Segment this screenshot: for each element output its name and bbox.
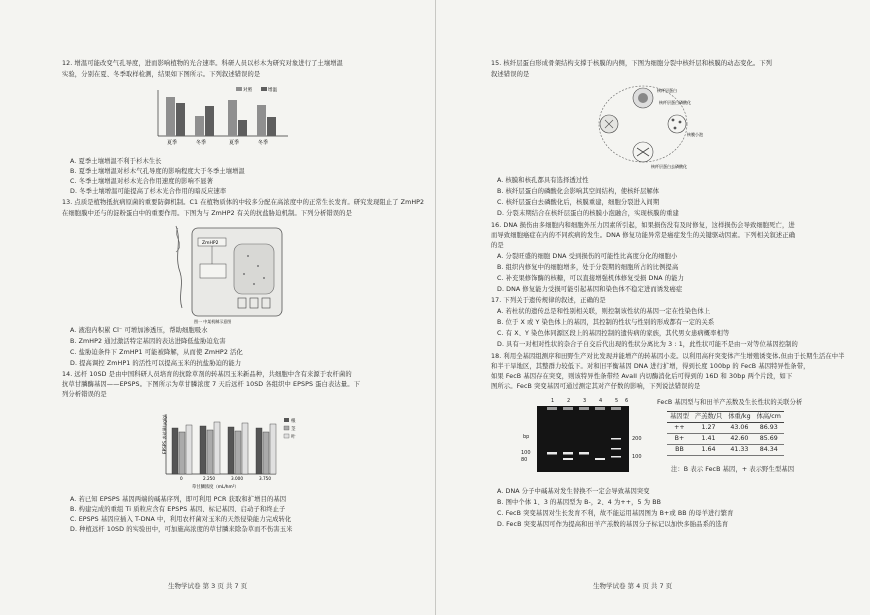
q15-option-d: D. 分裂末期结合在核纤层蛋白的核膜小泡融合，实现核膜的重建 [497,210,679,217]
q14-cat-3: 3.000 [231,476,243,481]
q12-legend-2: 增温 [268,88,277,93]
q15-option-b: B. 核纤层蛋白的磷酸化会影响其空间结构，使核纤层解体 [497,188,660,195]
q18-option-a: A. DNA 分子中碱基对发生替换不一定会导致基因突变 [497,488,650,495]
q12-option-c: C. 冬季土壤增温对杉木光合作用速度的影响不显著 [70,178,214,185]
q14-option-c: C. EPSPS 基因应插入 T-DNA 中，利用农杆菌对玉米的天然侵染能力完成转化 [70,516,292,523]
q15-cycle-diagram [585,80,710,170]
table-cell: 42.60 [725,434,753,445]
q16-option-d: D. DNA 修复能力受损可能引起基因和染色体不稳定进而诱发癌症 [497,286,683,293]
q15-label-dephospho: 核纤层蛋白去磷酸化 [651,164,687,169]
left-page-footer: 生物学试卷 第 3 页 共 7 页 [168,582,248,590]
gel-lane-5: 5 [615,398,619,404]
q14-legend-2: 茎 [291,427,296,432]
table-cell: B+ [667,434,692,445]
q18-stem-line-3: 如果 FecB 基因存在突变，则该特异性条带经 AvaII 内切酶消化后可得到的 16D 和 30bp 两个片段，如下 [491,373,793,380]
table-cell: ++ [667,423,692,434]
q14-option-d: D. 种植远杆 10SD 的实验田中，可加施高浓度的草甘膦来除杂草而不伤害玉米 [70,526,293,533]
gel-bp-unit: bp [523,434,530,440]
q18-genotype-table [667,411,784,456]
q14-option-b: B. 构建完成的重组 Ti 质粒应含有 EPSPS 基因、标记基因、启动子和终止子 [70,506,286,513]
q13-zmhp2-label: ZmHP2 [202,241,219,246]
table-row [667,445,784,456]
gel-lane-6: 6 [625,398,629,404]
gel-bp-200: 200 [632,436,642,442]
q14-cat-2: 2.250 [203,476,215,481]
q14-legend-1: 根 [291,419,296,424]
q18-gel-image [519,398,649,478]
q18-option-d: D. FecB 突变基因可作为提高和田羊产羔数的基因分子标记以加快多胎品系的选育 [497,521,729,528]
q12-legend-1: 对照 [243,88,252,93]
q17-option-b: B. 位于 X 或 Y 染色体上的基因，其控制的性状与性别的形成都有一定的关系 [497,319,715,326]
q16-stem-line-2: 而导致细胞癌症在内的不同疾病的发生。DNA 修复功能异常是癌症发生的关键驱动因素。下列相关叙述正确 [491,232,796,239]
q16-option-c: C. 补充果修饰酶的核糖，可以直接增强机体修复受损 DNA 的能力 [497,275,684,282]
q14-cat-1: 0 [180,476,183,481]
right-page-footer: 生物学试卷 第 4 页 共 7 页 [593,582,673,590]
q18-option-b: B. 图中个体 1、3 的基因型为 B-，2、4 为++，5 为 BB [497,499,662,506]
q18-option-c: C. FecB 突变基因对生长发育不利，故不能运用基因图为 B+或 BB 的母羊进行繁育 [497,510,734,517]
gel-bp-80: 80 [521,457,528,463]
q13-option-a: A. 液泡内积累 Cl⁻ 可增加渗透压，帮助细胞吸水 [70,327,208,334]
table-header: 体高/cm [754,412,784,423]
table-cell: 84.34 [754,445,784,456]
table-cell: 41.33 [725,445,753,456]
table-cell: 1.27 [692,423,725,434]
q13-stem-line-2: 在细胞膜中还与的淀粉蛋白中的重要作用。下图为与 ZmHP2 有关的抗盐胁迫机制。下列分析错误的是 [62,210,352,217]
q12-cat-2: 冬季 [196,140,207,146]
q14-stem-line-1: 14. 远杆 10SD 是由中国科研人员培育的抗除草剂的转基因玉米新品种，共细胞中含有来源于农杆菌的 [62,371,352,378]
q12-option-a: A. 夏季土壤增温不利于杉木生长 [70,158,162,165]
q18-stem-line-1: 18. 利用全基因组测序和田野生产对比发现并能增产的转基因小麦。以利用高秆突变体产生增殖诱变体,但由于长期生活在中半 [491,353,845,360]
q16-stem-line-3: 的是 [491,242,504,249]
table-cell: 86.93 [754,423,784,434]
gel-lane-2: 2 [567,398,571,404]
q13-option-c: C. 盐胁迫条件下 ZmHP1 可能被降解，从而使 ZmHP2 活化 [70,349,243,356]
q17-option-d: D. 具有一对相对性状的杂合子自交后代出现的性状分离比为 3 : 1，此性状可能不是由一对等位基因控制的 [497,341,798,348]
q14-ylabel: EPSPS 表达量(μg/g) [162,414,167,454]
q15-option-a: A. 核膜和核孔都具有选择透过性 [497,177,589,184]
q15-option-c: C. 核纤层蛋白去磷酸化后，核膜重建，细胞分裂进入间期 [497,199,660,206]
table-header: 产羔数/只 [692,412,725,423]
q12-cat-1: 夏季 [167,140,178,146]
q13-figure-caption: 图一 中某机制示意图 [194,319,232,324]
q15-label-lamin: 核纤层蛋白 [657,88,677,93]
q14-cat-4: 3.750 [259,476,271,481]
table-cell: 1.64 [692,445,725,456]
gel-lane-3: 3 [583,398,587,404]
q15-label-vesicle: 核膜小泡 [687,132,703,137]
q13-option-d: D. 提高调控 ZmHP1 的活性可以提高玉米的抗盐胁迫的能力 [70,360,242,367]
q15-stem-line-1: 15. 核纤层蛋白形成骨架结构支撑于核膜的内侧，下图为细胞分裂中核纤层和核膜的动态变化。下列 [491,60,773,67]
q12-cat-4: 冬季 [258,140,269,146]
q14-option-a: A. 若已知 EPSPS 基因两端的碱基序列，即可利用 PCR 获取和扩增目的基因 [70,496,287,503]
q17-option-a: A. 若杜状的遗传总是和性别相关联，则控制该性状的基因一定在性染色体上 [497,308,711,315]
table-row [667,434,784,445]
q18-table-caption: FecB 基因型与和田羊产羔数及生长性状的关联分析 [657,399,803,406]
table-header: 体重/kg [725,412,753,423]
table-header: 基因型 [667,412,692,423]
q12-option-d: D. 冬季土壤增温可能提高了杉木光合作用的暗反应速率 [70,188,227,195]
q14-legend-3: 叶 [291,435,296,440]
q13-mechanism-diagram [168,222,288,326]
table-cell: 85.69 [754,434,784,445]
q12-bar-chart [140,84,290,152]
q13-stem-line-1: 13. 点质是植物抵抗病原菌的重要防御机制。C1 在植物质体的中较多分配在高浓度中的正常生长发育。研究发现阻止了 ZmHP2 [62,199,425,206]
gel-bp-100: 100 [521,450,531,456]
q14-stem-line-2: 抗草甘膦酶基因——EPSPS。下图所示为草甘膦浓度 7 天后远杆 10SD 各组织中 EPSPS 蛋白表达量。下 [62,381,360,388]
q12-option-b: B. 夏季土壤增温对杉木气孔导度的影响程度大于冬季土壤增温 [70,168,245,175]
gel-lane-1: 1 [551,398,555,404]
q15-stem-line-2: 叙述错误的是 [491,71,530,78]
gel-bp-100-right: 100 [632,454,642,460]
q18-stem-line-4: 图所示。FecB 突变基因可通过测定其对产仔数的影响，下列说法错误的是 [491,383,701,390]
q16-option-b: B. 组织内修复中的细胞增多，处于分裂期的细胞所占的比例提高 [497,264,679,271]
q17-stem: 17. 下列关于遗传规律的叙述，正确的是 [491,297,606,304]
gel-lane-4: 4 [599,398,603,404]
table-cell: 1.41 [692,434,725,445]
q14-xlabel: 草甘膦浓度（mL/hm²） [192,485,239,490]
table-cell: 43.06 [725,423,753,434]
q16-option-a: A. 分裂旺盛的细胞 DNA 受到损伤的可能性比高度分化的细胞小 [497,253,678,260]
q16-stem-line-1: 16. DNA 损伤由多细胞内和细胞外压力因素所引起，如果损伤没有及时修复，这样损伤会导致细胞死亡，进 [491,222,795,229]
right-page [435,0,870,615]
q18-stem-line-2: 和半干旱地区，其整群力较低下。对和旧平衡基因 DNA 进行扩增，得到长度 100bp 的 FecB 基因特异性条带， [491,363,810,370]
q14-bar-chart [148,410,318,490]
table-row [667,423,784,434]
q12-stem-line-1: 12. 增温可能改变气孔导度，进而影响植物的光合速率。科研人员以杉木为研究对象进行了土壤增温 [62,60,344,67]
table-header-row [667,412,784,423]
q18-table-note: 注：B 表示 FecB 基因，+ 表示野生型基因 [671,466,795,473]
table-cell: BB [667,445,692,456]
q12-cat-3: 夏季 [229,140,240,146]
q15-label-phospho: 核纤层蛋白磷酸化 [659,100,691,105]
q12-stem-line-2: 实验，分别在夏、冬季取样检测，结果如下图所示。下列叙述错误的是 [62,71,261,78]
q17-option-c: C. 有 X、Y 染色体同源区段上的基因控制的遗传病的家族，其代男女患病概率相等 [497,330,730,337]
q13-option-b: B. ZmHP2 通过激活特定基因的表达进降低盐胁迫危害 [70,338,226,345]
q14-stem-line-3: 列分析错误的是 [62,391,107,398]
